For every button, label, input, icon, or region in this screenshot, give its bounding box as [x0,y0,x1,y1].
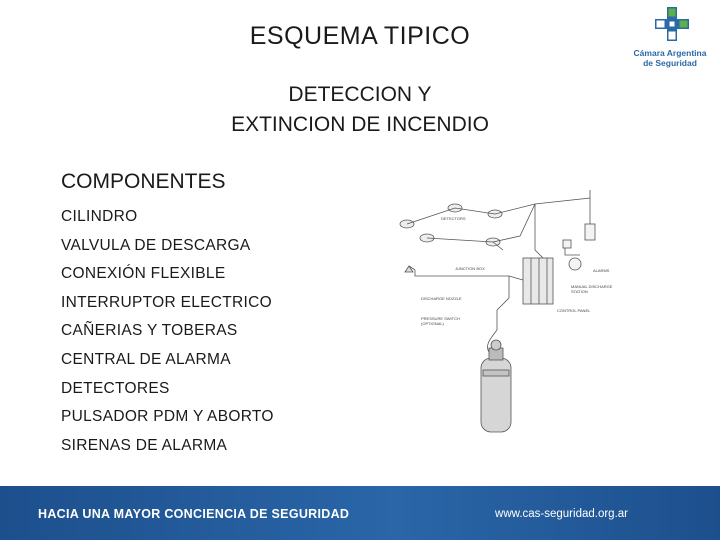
logo-text [624,48,716,68]
component-item: CILINDRO [61,208,138,225]
label-pressure-switch: PRESSURE SWITCH [421,316,460,321]
components-heading: COMPONENTES [61,170,226,193]
label-detectors: DETECTORS [441,216,466,221]
manual-station [585,224,595,240]
page-title: ESQUEMA TIPICO [249,22,471,50]
label-station: STATION [571,289,588,294]
control-wiring [535,198,590,260]
system-diagram [385,180,650,440]
label-discharge-nozzle: DISCHARGE NOZZLE [421,296,462,301]
component-item: CONEXIÓN FLEXIBLE [61,265,226,283]
label-junction-box: JUNCTION BOX [455,266,485,271]
label-optional: (OPTIONAL) [421,321,444,326]
label-manual-discharge: MANUAL DISCHARGE [571,284,613,289]
component-item: CAÑERIAS Y TOBERAS [61,322,238,340]
cross-logo-icon [654,6,690,42]
alarm-bell [569,258,581,270]
component-item: INTERRUPTOR ELECTRICO [61,293,272,311]
footer-slogan: HACIA UNA MAYOR CONCIENCIA DE SEGURIDAD [38,507,350,521]
cas-logo [624,6,716,72]
subtitle-line-1: DETECCION Y [288,83,432,106]
page-subtitle [150,80,570,140]
label-control-panel: CONTROL PANEL [557,308,591,313]
component-item: CENTRAL DE ALARMA [61,350,231,368]
control-panel [523,258,553,304]
component-item: SIRENAS DE ALARMA [61,436,228,454]
detector-wiring [407,190,590,250]
alarm-box [563,240,571,248]
logo-line-2: de Seguridad [643,58,697,68]
component-item: PULSADOR PDM Y ABORTO [61,408,274,426]
nozzle [405,266,413,272]
component-item: VALVULA DE DESCARGA [61,236,251,254]
component-item: DETECTORES [61,379,170,397]
subtitle-line-2: EXTINCION DE INCENDIO [231,113,489,136]
cylinder [481,358,511,432]
label-alarms: ALARMS [593,268,610,273]
components-list [61,203,274,460]
footer-url[interactable]: www.cas-seguridad.org.ar [495,508,628,520]
logo-line-1: Cámara Argentina [633,48,707,58]
footer-bar [0,486,720,540]
